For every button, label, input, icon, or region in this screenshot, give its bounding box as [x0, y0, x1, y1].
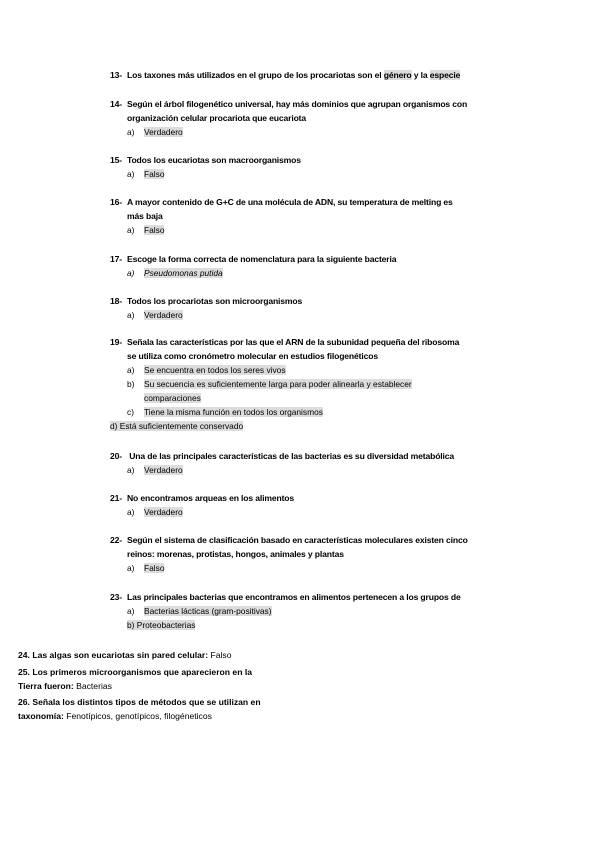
question-17: 17- Escoge la forma correcta de nomenclatura para la siguiente bacteria a) Pseudomonas putida [110, 252, 495, 280]
question-14: 14- Según el árbol filogenético universal, hay más dominios que agrupan organismos con organización celular procariota que eucariota a) Verdadero [110, 97, 495, 139]
answer-especie: especie [429, 70, 461, 80]
question-23: 23- Las principales bacterias que encontramos en alimentos pertenecen a los grupos de a) Bacterias lácticas (gram-positivas) b) Proteobacterias [110, 590, 495, 632]
question-19-option-a: a) Se encuentra en todos los seres vivos [127, 365, 286, 375]
question-15: 15- Todos los eucariotas son macroorganismos a) Falso [110, 153, 495, 181]
question-21-answer: a) Verdadero [127, 507, 183, 517]
question-24: 24. Las algas son eucariotas sin pared celular: Falso [18, 650, 232, 660]
question-23-option-a: a) Bacterias lácticas (gram-positivas) [127, 606, 272, 616]
question-20-answer: a) Verdadero [127, 465, 183, 475]
question-20: 20- Una de las principales características de las bacterias es su diversidad metabólica a) Verdadero [110, 449, 495, 477]
answer-genero: género [383, 70, 412, 80]
question-13-text: 13- Los taxones más utilizados en el grupo de los procariotas son el género y la especie [110, 70, 461, 80]
question-22: 22- Según el sistema de clasificación basado en características moleculares existen cinco reinos: morenas, protistas, hongos, animales y plantas a) Falso [110, 533, 495, 575]
question-16: 16- A mayor contenido de G+C de una molécula de ADN, su temperatura de melting es más baja a) Falso [110, 195, 495, 237]
question-21: 21- No encontramos arqueas en los alimentos a) Verdadero [110, 491, 495, 519]
question-19-option-d: d) Está suficientemente conservado [110, 421, 244, 431]
question-19-option-b: b) Su secuencia es suficientemente larga para poder alinearla y establecer [127, 379, 412, 389]
question-16-answer: a) Falso [127, 225, 165, 235]
question-26: 26. Señala los distintos tipos de métodos que se utilizan en taxonomía: Fenotípicos, genotípicos, filogéneticos [18, 697, 261, 721]
question-22-answer: a) Falso [127, 563, 165, 573]
question-18-answer: a) Verdadero [127, 310, 183, 320]
question-17-answer: a) Pseudomonas putida [127, 268, 223, 278]
question-18: 18- Todos los procariotas son microorganismos a) Verdadero [110, 294, 495, 322]
question-23-option-b: b) Proteobacterias [127, 620, 196, 630]
question-19-option-c: c) Tiene la misma función en todos los organismos [127, 407, 323, 417]
question-15-answer: a) Falso [127, 169, 165, 179]
question-25: 25. Los primeros microorganismos que aparecieron en la Tierra fueron: Bacterias [18, 667, 253, 691]
question-14-answer: a) Verdadero [127, 127, 183, 137]
question-19: 19- Señala las características por las que el ARN de la subunidad pequeña del ribosoma se utiliza como cronómetro molecular en estudios filogenéticos a) Se encuentra en todos los seres vivos b) Su secuencia es suficientemente larga para poder alinearla y establecer comparaciones c) Tiene la misma función en todos los organismos d) Está suficientemente conservado [110, 335, 495, 433]
question-13 [110, 68, 495, 82]
